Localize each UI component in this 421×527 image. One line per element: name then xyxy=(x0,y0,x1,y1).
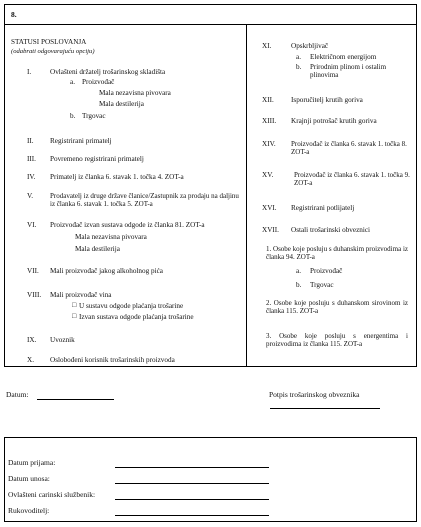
sub-trgovac[interactable]: Trgovac xyxy=(82,112,106,120)
other-energenti[interactable]: 3. Osobe koje posluju s energentima i proizvodima iz članka 115. ZOT-a xyxy=(266,332,408,349)
sub-mala-destilerija[interactable]: Mala destilerija xyxy=(99,100,144,108)
signatory-label: Potpis trošarinskog obveznika xyxy=(269,390,360,399)
item-uvoznik[interactable]: Uvoznik xyxy=(50,336,75,344)
sub-proizvodac[interactable]: Proizvođač xyxy=(82,78,115,86)
bullet-icon: □ xyxy=(72,312,77,320)
item-mali-proizvodac-jakog-alkohola[interactable]: Mali proizvođač jakog alkoholnog pića xyxy=(50,267,163,275)
item-oslobodeni-korisnik[interactable]: Oslobođeni korisnik trošarinskih proizvoda xyxy=(50,356,175,364)
bullet-icon: □ xyxy=(72,301,77,309)
item-num: XIII. xyxy=(262,117,277,125)
item-ovlasteni-drzatelj[interactable]: Ovlašteni držatelj trošarinskog skladišta xyxy=(50,68,166,76)
sub-mala-nezavisna-pivovara[interactable]: Mala nezavisna pivovara xyxy=(75,233,147,241)
item-prodavatelj[interactable]: Prodavatelj iz druge države članice/Zastupnik za prodaju na daljinu iz članka 6. stavak 1. točka 5. ZOT-a xyxy=(50,192,239,209)
item-num: XVII. xyxy=(262,226,279,234)
date-line[interactable] xyxy=(37,399,114,400)
line-datum-unosa[interactable] xyxy=(115,483,269,484)
item-proizvodac-izvan-sustava[interactable]: Proizvođač izvan sustava odgode iz članka 81. ZOT-a xyxy=(50,221,205,229)
column-separator xyxy=(246,24,247,367)
item-num: XIV. xyxy=(262,140,276,148)
header-separator xyxy=(4,24,417,25)
field-datum-prijama: Datum prijama: xyxy=(8,458,56,467)
sub-izvan-sustava-odgode[interactable]: Izvan sustava odgode plaćanja trošarine xyxy=(79,313,194,321)
status-title: STATUSI POSLOVANJA xyxy=(11,38,87,46)
other-sub-proizvodac[interactable]: Proizvođač xyxy=(310,267,343,275)
status-subtitle: (odabrati odgovarajuću opciju) xyxy=(11,48,95,55)
item-num: XII. xyxy=(262,96,274,104)
line-rukovoditelj[interactable] xyxy=(115,515,269,516)
item-isporucitelj-krutih-goriva[interactable]: Isporučitelj krutih goriva xyxy=(291,96,363,104)
item-ostali-obveznici[interactable]: Ostali trošarinski obveznici xyxy=(291,226,371,234)
item-num: IV. xyxy=(27,173,36,181)
item-num: II. xyxy=(27,137,34,145)
line-ovlasteni-sluzbenik[interactable] xyxy=(115,499,269,500)
section-number: 8. xyxy=(11,10,17,19)
sub-u-sustavu-odgode[interactable]: U sustavu odgode plaćanja trošarine xyxy=(79,302,184,310)
field-datum-unosa: Datum unosa: xyxy=(8,474,50,483)
item-registrirani-primatelj[interactable]: Registrirani primatelj xyxy=(50,137,112,145)
line-datum-prijama[interactable] xyxy=(115,467,269,468)
item-proizvodac-tocka-8[interactable]: Proizvođač iz članka 6. stavak 1. točka 8. ZOT-a xyxy=(291,140,407,157)
sub-prirodnim-plinom[interactable]: Prirodnim plinom i ostalim plinovima xyxy=(310,63,387,80)
item-krajnji-potrosac[interactable]: Krajnji potrošač krutih goriva xyxy=(291,117,377,125)
item-registrirani-potlijatelj[interactable]: Registrirani potlijatelj xyxy=(291,204,355,212)
date-label: Datum: xyxy=(6,390,29,399)
item-num: X. xyxy=(27,356,34,364)
field-ovlasteni-sluzbenik: Ovlašteni carinski službenik: xyxy=(8,490,96,499)
sub-letter: b. xyxy=(70,112,76,120)
field-rukovoditelj: Rukovoditelj: xyxy=(8,506,50,515)
sub-mala-destilerija[interactable]: Mala destilerija xyxy=(75,245,120,253)
office-use-box xyxy=(4,437,417,522)
item-num: VIII. xyxy=(27,291,42,299)
item-num: VI. xyxy=(27,221,37,229)
item-povremeno-registrirani[interactable]: Povremeno registrirani primatelj xyxy=(50,155,144,163)
item-mali-proizvodac-vina[interactable]: Mali proizvođač vina xyxy=(50,291,112,299)
sub-elektricnom-energijom[interactable]: Električnom energijom xyxy=(310,53,377,61)
sub-letter: a. xyxy=(70,78,75,86)
item-num: V. xyxy=(27,192,34,200)
other-duhanski-proizvodi[interactable]: 1. Osobe koje posluju s duhanskim proizvodima iz članka 94. ZOT-a xyxy=(266,245,408,262)
sub-mala-nezavisna-pivovara[interactable]: Mala nezavisna pivovara xyxy=(99,89,171,97)
item-num: IX. xyxy=(27,336,37,344)
item-num: VII. xyxy=(27,267,39,275)
sub-letter: a. xyxy=(296,53,301,61)
item-num: I. xyxy=(27,68,32,76)
signature-line[interactable] xyxy=(270,408,380,409)
item-num: XV. xyxy=(262,171,274,179)
sub-letter: b. xyxy=(296,63,302,71)
sub-letter: b. xyxy=(296,281,302,289)
item-num: XVI. xyxy=(262,204,277,212)
item-primatelj-clanak-6[interactable]: Primatelj iz članka 6. stavak 1. točka 4. ZOT-a xyxy=(50,173,184,181)
item-opskrbljivac[interactable]: Opskrbljivač xyxy=(291,42,329,50)
item-proizvodac-tocka-9[interactable]: Proizvođač iz članka 6. stavak 1. točka 9. ZOT-a xyxy=(294,171,410,188)
item-num: XI. xyxy=(262,42,272,50)
sub-letter: a. xyxy=(296,267,301,275)
other-sub-trgovac[interactable]: Trgovac xyxy=(310,281,334,289)
item-num: III. xyxy=(27,155,36,163)
other-duhanska-sirovina[interactable]: 2. Osobe koje posluju s duhanskom sirovinom iz članka 115. ZOT-a xyxy=(266,299,408,316)
